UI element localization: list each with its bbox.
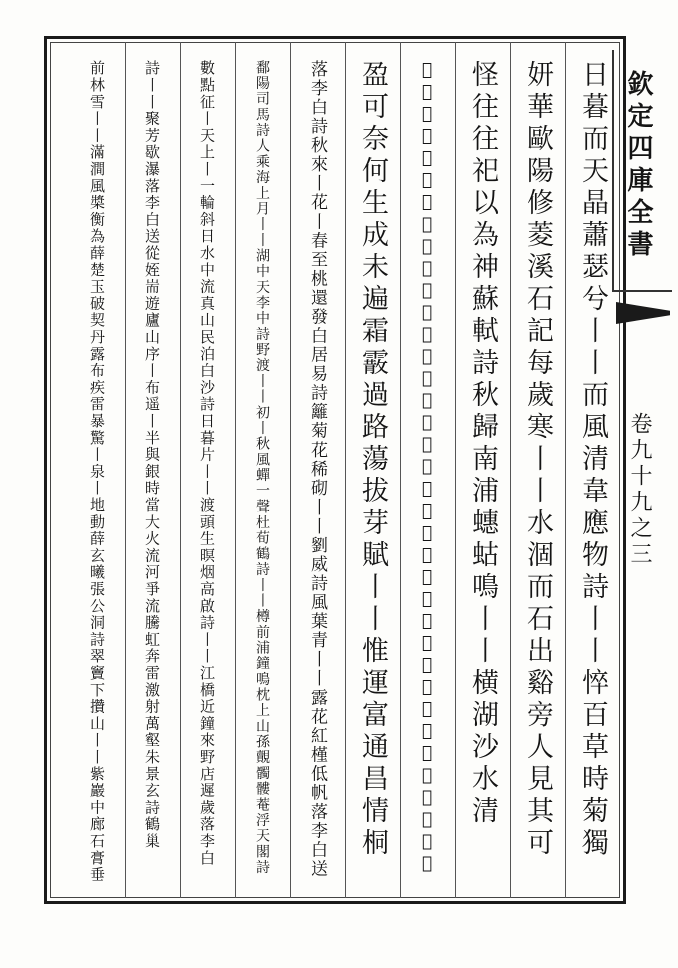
column-rule xyxy=(455,42,456,898)
column-rule xyxy=(125,42,126,898)
column-rule xyxy=(235,42,236,898)
text-column-7: 鄱陽司馬詩人乘海上月丨丨湖中天李中詩野渡丨丨初丨秋風蟬一聲杜荀鶴詩丨丨樽前浦鐘鳴枕上山孫覿髑髏菴浮天閣詩 xyxy=(254,60,270,876)
text-column-6: 落李白詩秋來丨花丨春至桃還發白居易詩籬菊花稀砌丨丨劉威詩風葉青丨丨露花紅槿低帆落李白送 xyxy=(307,60,327,879)
column-rule xyxy=(290,42,291,898)
book-title: 欽定四庫全書 xyxy=(623,70,653,262)
text-column-5: 盈可奈何生成未遍霜霰過路蕩拔芽賦丨丨惟運富通昌情桐 xyxy=(357,60,388,860)
column-rule xyxy=(345,42,346,898)
text-column-4: 𣗥落宋之問太平公主山池賦春兮日芳鮮白居易詩中庭有槿花丨丨同一晨元稹詩丨丨戲 xyxy=(417,60,437,876)
column-rule xyxy=(180,42,181,898)
text-column-10: 前林雪丨丨滿澗風槳衡為薛楚玉破契丹露布疾雷暴驚丨泉丨地動薛玄曦張公洞詩翠竇下攢山丨丨紫巖中廊石膏垂 xyxy=(88,60,106,884)
text-column-8: 數點征丨天上丨一輪斜日水中流真山民泊白沙詩日暮片丨丨渡頭生暝烟高啟詩丨丨江橋近鐘來野店遲歲落李白 xyxy=(198,60,216,867)
column-rule xyxy=(510,42,511,898)
fishtail-mark xyxy=(616,302,670,324)
text-column-2: 妍華歐陽修菱溪石記每歲寒丨丨水涸而石出谿旁人見其可 xyxy=(522,60,553,860)
column-rule xyxy=(565,42,566,898)
text-column-1: 日暮而天晶蕭瑟兮丨丨而風清韋應物詩丨丨悴百草時菊獨 xyxy=(577,60,608,860)
text-column-9: 詩丨丨聚芳歇瀑落李白送從姪耑遊廬山序丨布遥丨半與銀時當大火流河爭流騰虹奔雷激射萬壑朱景玄詩鶴巢 xyxy=(143,60,161,850)
volume-label: 卷九十九之三 xyxy=(627,412,652,568)
text-column-3: 怪往往祀以為神蘇軾詩秋歸南浦蟪蛄鳴丨丨横湖沙水清 xyxy=(467,60,498,828)
column-rule xyxy=(400,42,401,898)
